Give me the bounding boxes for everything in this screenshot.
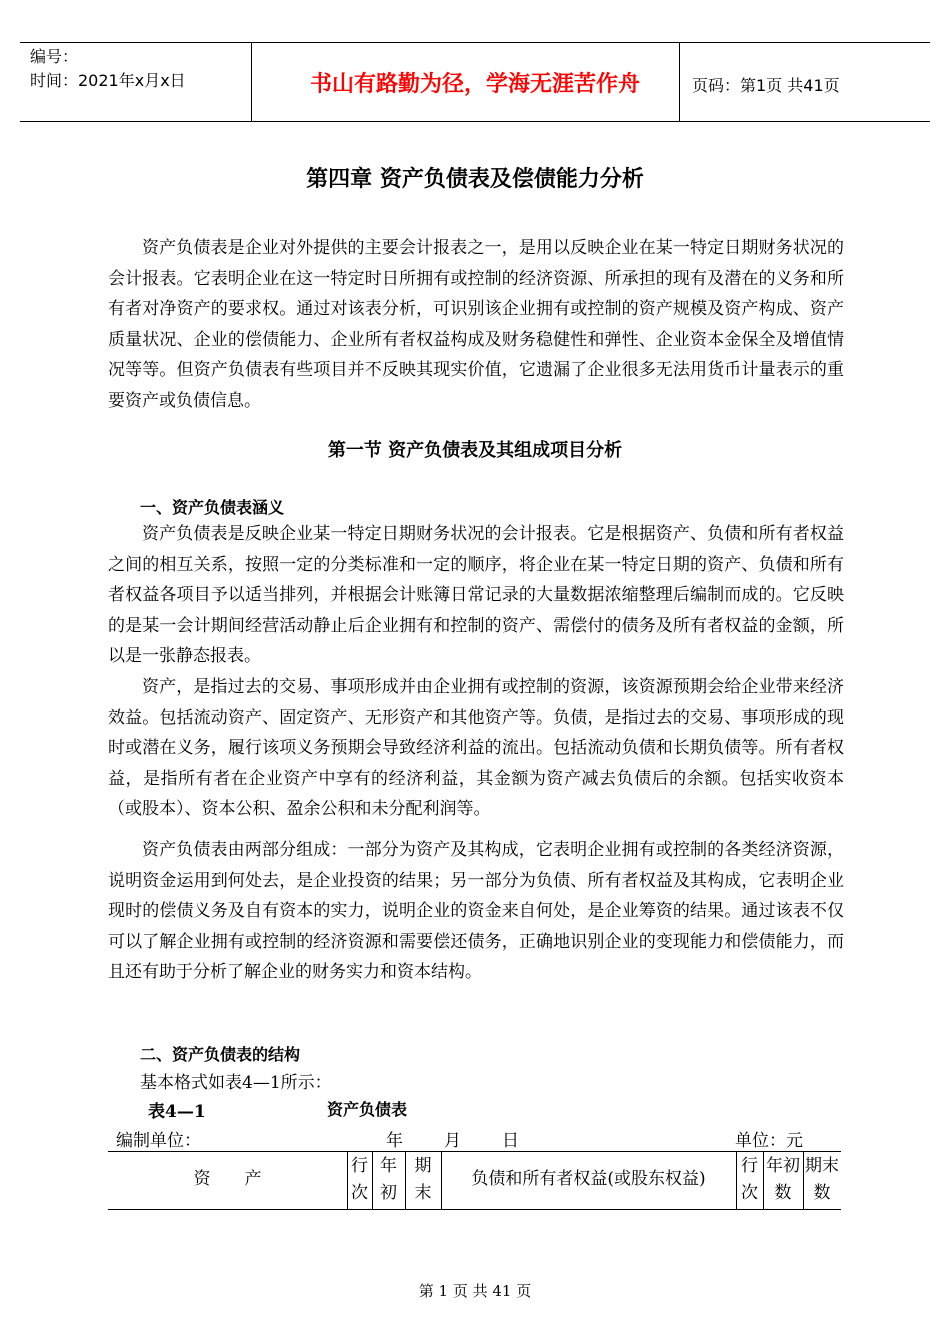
- table-border: [108, 1151, 841, 1152]
- body-paragraph: 资产负债表由两部分组成：一部分为资产及其构成，它表明企业拥有或控制的各类经济资源，说明资金运用到何处去，是企业投资的结果；另一部分为负债、所有者权益及其构成，它表明企业现时的偿债义务及自有资本的实力，说明企业的资金来自何处，是企业筹资的结果。通过该表不仅可以了解企业拥有或控制的经济资源和需要偿还债务，正确地识别企业的变现能力和偿债能力，而且还有助于分析了解企业的财务实力和资本结构。: [108, 840, 844, 982]
- prepared-by-label: 编制单位：: [116, 1131, 201, 1151]
- section-title: 第一节 资产负债表及其组成项目分析: [327, 440, 623, 461]
- header-cell-ending: 期 末: [414, 1156, 432, 1203]
- header-cell-assets: 资 产: [193, 1169, 262, 1189]
- header-cell-liabilities-equity: 负债和所有者权益(或股东权益): [471, 1169, 706, 1189]
- time-label: 时间：2021年x月x日: [30, 71, 186, 90]
- header-cell-row-no: 行 次: [351, 1156, 368, 1203]
- table-caption-title: 资产负债表: [327, 1100, 408, 1119]
- header-meta: [30, 45, 186, 93]
- intro-paragraph: 资产负债表是企业对外提供的主要会计报表之一，是用以反映企业在某一特定日期财务状况的会计报表。它表明企业在这一特定时日所拥有或控制的经济资源、所承担的现有及潜在的义务和所有者对净资产的要求权。通过对该表分析，可识别该企业拥有或控制的资产规模及资产构成、资产质量状况、企业的偿债能力、企业所有者权益构成及财务稳健性和弹性、企业资本金保全及增值情况等等。但资产负债表有些项目并不反映其现实价值，它遗漏了企业很多无法用货币计量表示的重要资产或负债信息。: [108, 238, 844, 411]
- subsection-heading: 一、资产负债表涵义: [140, 498, 285, 517]
- table-border: [108, 1209, 841, 1210]
- subsection-heading: 二、资产负债表的结构: [140, 1045, 301, 1064]
- header-cell-ending: 期末 数: [805, 1156, 839, 1203]
- header-cell-beginning: 年初 数: [766, 1156, 800, 1203]
- header-page-info: 页码：第1页 共41页: [692, 76, 840, 95]
- chapter-title: 第四章 资产负债表及偿债能力分析: [306, 167, 644, 192]
- header-cell-row-no: 行 次: [741, 1156, 758, 1203]
- header-motto: 书山有路勤为径，学海无涯苦作舟: [309, 71, 640, 97]
- body-paragraph: 资产负债表是反映企业某一特定日期财务状况的会计报表。它是根据资产、负债和所有者权益之间的相互关系，按照一定的分类标准和一定的顺序，将企业在某一特定日期的资产、负债和所有者权益各项目予以适当排列，并根据会计账簿日常记录的大量数据浓缩整理后编制而成的。它反映的是某一会计期间经营活动静止后企业拥有和控制的资产、需偿付的债务及所有者权益的金额，所以是一张静态报表。: [108, 524, 844, 666]
- header-cell-beginning: 年 初: [380, 1156, 397, 1203]
- table-intro: 基本格式如表4—1所示：: [140, 1073, 332, 1093]
- unit-label: 单位：元: [735, 1131, 803, 1151]
- document-header: [20, 42, 930, 122]
- date-day: 日: [502, 1131, 519, 1151]
- page-footer: 第 1 页 共 41 页: [418, 1282, 532, 1300]
- table-caption-number: 表4—1: [148, 1102, 206, 1122]
- date-month: 月: [444, 1131, 461, 1151]
- number-label: 编号：: [30, 47, 79, 66]
- date-year: 年: [386, 1131, 403, 1151]
- body-paragraph: 资产，是指过去的交易、事项形成并由企业拥有或控制的资源，该资源预期会给企业带来经济效益。包括流动资产、固定资产、无形资产和其他资产等。负债，是指过去的交易、事项形成的现时或潜在义务，履行该项义务预期会导致经济利益的流出。包括流动负债和长期负债等。所有者权益，是指所有者在企业资产中享有的经济利益，其金额为资产减去负债后的余额。包括实收资本（或股本）、资本公积、盈余公积和未分配利润等。: [108, 677, 844, 819]
